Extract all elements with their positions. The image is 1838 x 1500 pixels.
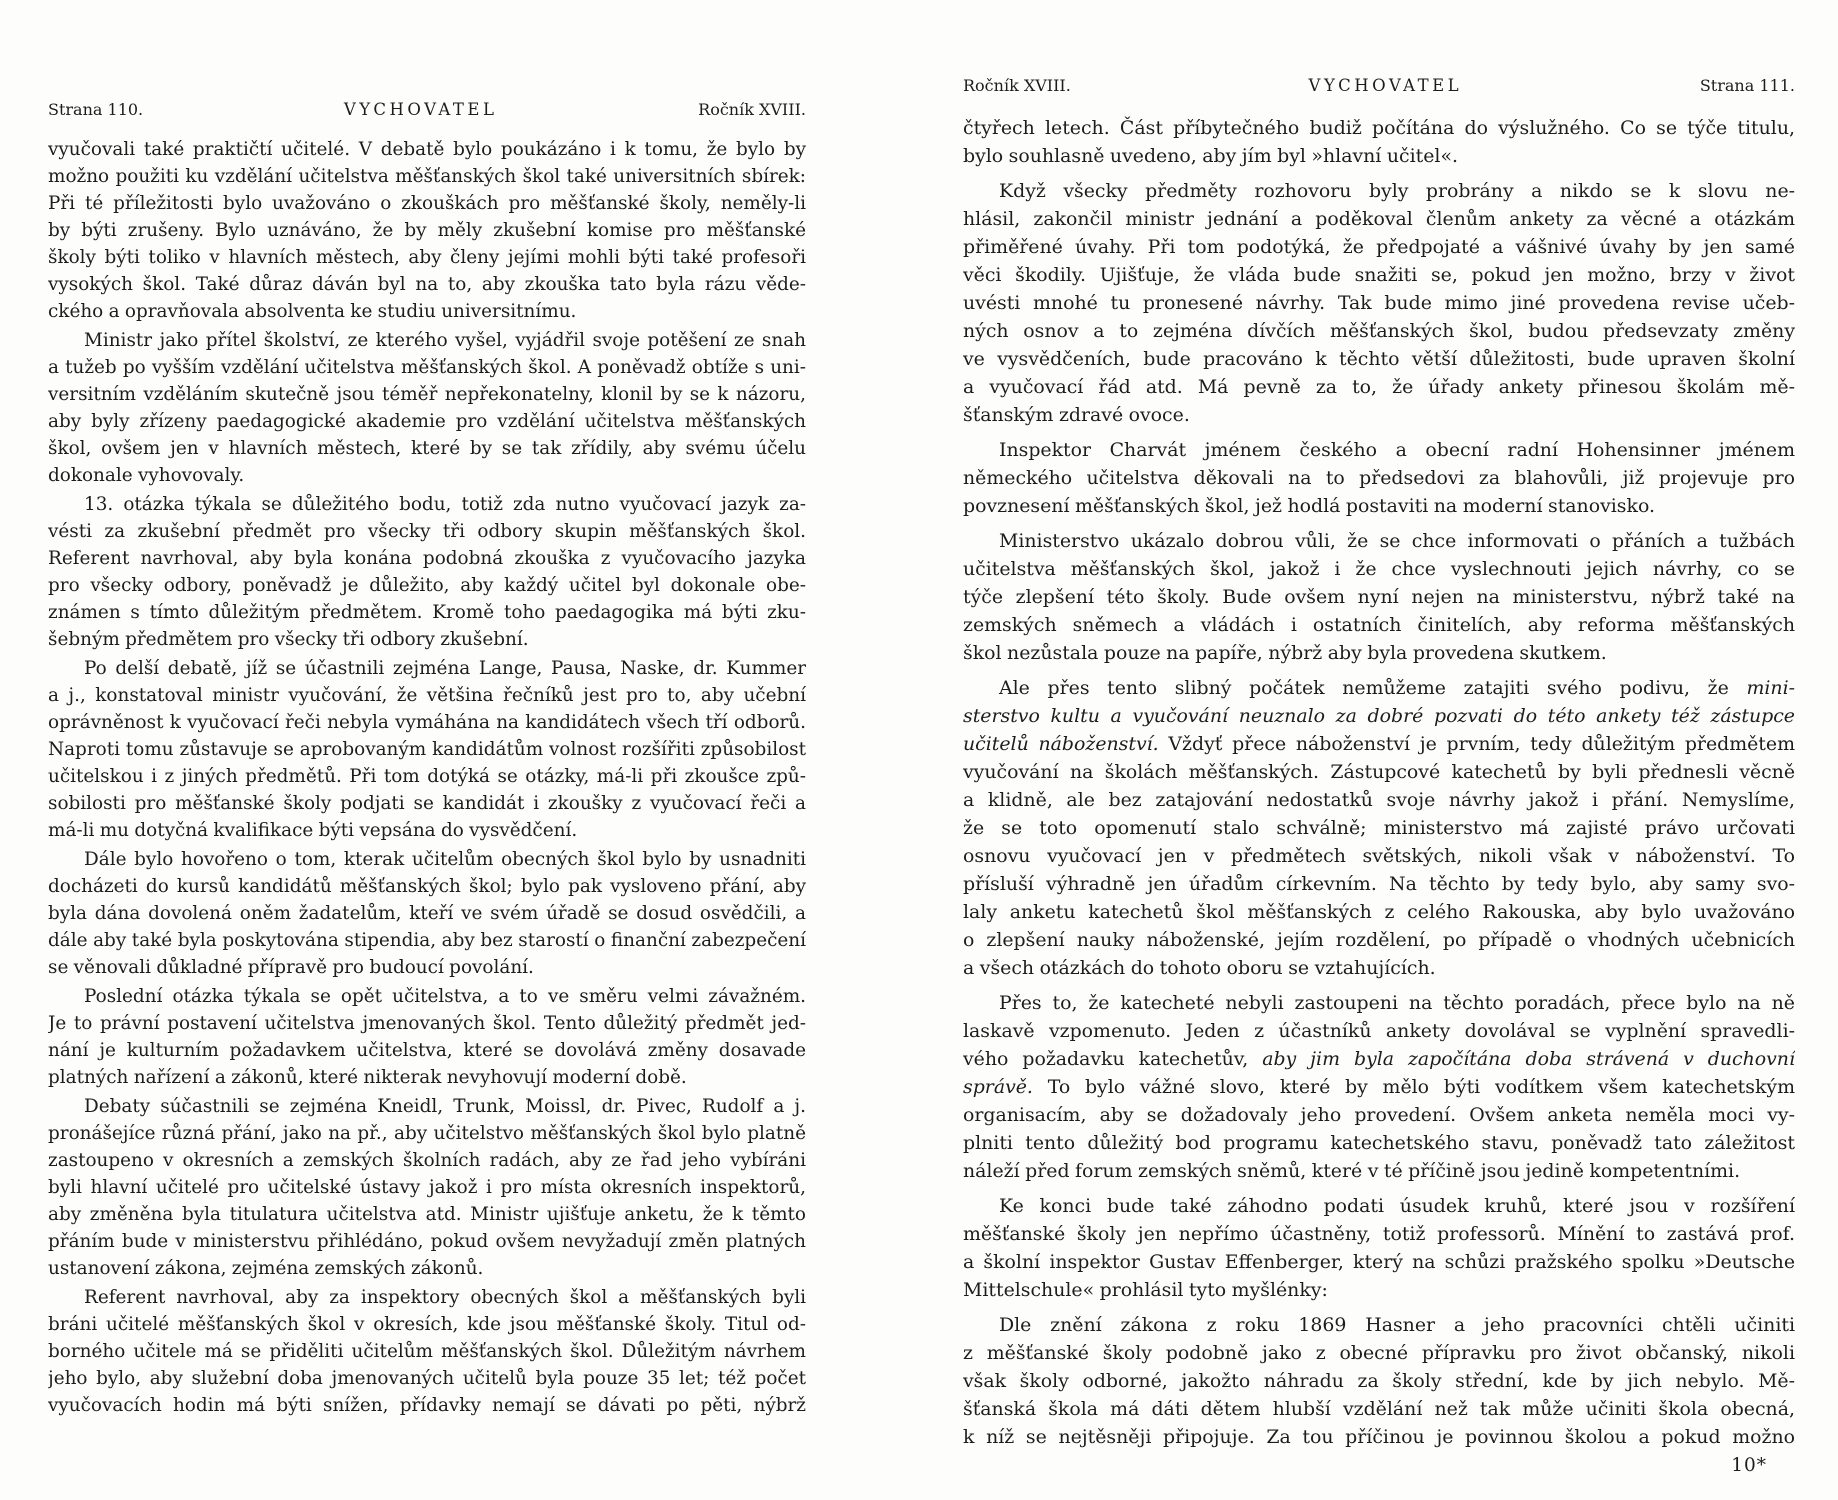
text-line: byli hlavní učitelé pro učitelské ústavy jakož i pro místa okresních inspektorů, bbox=[48, 1177, 806, 1198]
text-line: ných osnov a to zejména dívčích měšťanských škol, budou předsevzaty změny bbox=[963, 320, 1795, 342]
text-line: věci škodily. Ujišťuje, že vláda bude snažiti se, pokud jen možno, brzy v život bbox=[963, 264, 1795, 286]
text-line: dokonale vyhovovaly. bbox=[48, 465, 245, 486]
text-line: borného učitele má se přiděliti učitelům měšťanských škol. Důležitým návrhem bbox=[48, 1341, 806, 1362]
text-line: Referent navrhoval, aby za inspektory obecných škol a měšťanských byli bbox=[84, 1287, 806, 1308]
text-line: 13. otázka týkala se důležitého bodu, totiž zda nutno vyučovací jazyk za- bbox=[84, 494, 806, 515]
journal-title: VYCHOVATEL bbox=[343, 100, 498, 119]
text-line: plniti tento důležitý bod programu katechetského stavu, poněvadž tato záležitost bbox=[963, 1132, 1795, 1154]
text-line: bylo souhlasně uvedeno, aby jím byl »hlavní učitel«. bbox=[963, 145, 1459, 167]
text-line: Ministerstvo ukázalo dobrou vůli, že se chce informovati o přáních a tužbách bbox=[999, 530, 1795, 552]
text-line: přáním bude v ministerstvu přihlédáno, pokud ovšem nevyžadují změn platných bbox=[48, 1231, 806, 1252]
text-line: o zlepšení nauky náboženské, jejím rozdělení, po případě o vhodných učebnicích bbox=[963, 929, 1795, 951]
text-line: nání je kulturním požadavkem učitelstva, které se dovolává změny dosavade bbox=[48, 1040, 806, 1061]
text-line: vyučovacích hodin má býti snížen, přídavky nemají se dávati po pěti, nýbrž bbox=[48, 1395, 806, 1416]
text-line: přiměřené úvahy. Při tom podotýká, že předpojaté a vášnivé úvahy by jen samé bbox=[963, 236, 1795, 258]
text-line: z měšťanské školy podobně jako z obecné přípravku pro život občanský, nikoli bbox=[963, 1342, 1795, 1364]
text-line: šťanským zdravé ovoce. bbox=[963, 404, 1190, 426]
paragraph bbox=[963, 114, 1795, 170]
page-111-body bbox=[963, 114, 1795, 1451]
text-line: by býti zrušeny. Bylo uznáváno, že by měly zkušební komise pro měšťanské bbox=[48, 220, 806, 241]
text-line: Po delší debatě, jíž se účastnili zejména Lange, Pausa, Naske, dr. Kummer bbox=[84, 658, 806, 679]
text-line: a klidně, ale bez zatajování nedostatků svoje návrhy jakož i přání. Nemyslíme, bbox=[963, 789, 1795, 811]
text-line: má-li mu dotyčná kvalifikace býti vepsána do vysvědčení. bbox=[48, 820, 578, 841]
text-line: Je to právní postavení učitelstva jmenovaných škol. Tento důležitý předmět jed- bbox=[48, 1013, 806, 1034]
text-line: organisacím, aby se dožadovaly jeho provedení. Ovšem anketa neměla moci vy- bbox=[963, 1104, 1795, 1126]
text-line: zastoupeno v okresních a zemských školních radách, aby ze řad jeho vybíráni bbox=[48, 1150, 806, 1171]
page-111 bbox=[963, 76, 1795, 1476]
paragraph bbox=[48, 327, 806, 489]
text-line: versitním vzděláním skutečně jsou téměř nepřekonatelny, klonil by se k názoru, bbox=[48, 384, 806, 405]
paragraph bbox=[48, 846, 806, 981]
text-line: byla dána dovolená oněm žadatelům, kteří ve svém úřadě se dosud osvědčili, a bbox=[48, 903, 806, 924]
text-line: platných nařízení a zákonů, které nikterak nevyhovují moderní době. bbox=[48, 1067, 687, 1088]
text-line bbox=[963, 1045, 1795, 1073]
text-line: osnovu vyučovací jen v předmětech světských, nikoli však v náboženství. To bbox=[963, 845, 1795, 867]
text-line: dále aby také byla poskytována stipendia, aby bez starostí o finanční zabezpečení bbox=[48, 930, 806, 951]
text-line: Při té příležitosti bylo uvažováno o zkouškách pro měšťanské školy, neměly-li bbox=[48, 193, 806, 214]
text-line: docházeti do kursů kandidátů měšťanských škol; bylo pak vysloveno přání, aby bbox=[48, 876, 806, 897]
text-segment: vého požadavku katechetův, bbox=[963, 1048, 1263, 1070]
text-line: ckého a opravňovala absolventa ke studiu universitnímu. bbox=[48, 301, 577, 322]
page-110-header bbox=[48, 100, 806, 119]
text-line: a vyučovací řád atd. Má pevně za to, že úřady ankety přinesou školám mě- bbox=[963, 376, 1795, 398]
text-line: Referent navrhoval, aby byla konána podobná zkouška z vyučovacího jazyka bbox=[48, 548, 806, 569]
text-line: laly anketu katechetů škol měšťanských z celého Rakouska, aby bylo uvažováno bbox=[963, 901, 1795, 923]
text-line: škol nezůstala pouze na papíře, nýbrž aby byla provedena skutkem. bbox=[963, 642, 1607, 664]
text-segment: Ale přes tento slibný počátek nemůžeme zatajiti svého podivu, že bbox=[999, 677, 1747, 699]
volume-label: Ročník XVIII. bbox=[698, 100, 806, 119]
text-line: uvésti mnohé tu pronesené návrhy. Tak bude mimo jiné provedena revise učeb- bbox=[963, 292, 1795, 314]
text-line: náleží před forum zemských sněmů, které v té příčině jsou jedině kompetentními. bbox=[963, 1160, 1741, 1182]
paragraph bbox=[963, 177, 1795, 429]
page-110-body bbox=[48, 136, 806, 1419]
paragraph bbox=[963, 674, 1795, 982]
text-segment: Vždyť přece náboženství je prvním, tedy důležitým předmětem bbox=[1158, 733, 1795, 755]
page-number: Strana 111. bbox=[1699, 76, 1795, 95]
text-segment: To bylo vážné slovo, které by mělo býti vodítkem všem katechetským bbox=[1032, 1076, 1795, 1098]
text-line: čtyřech letech. Část příbytečného budiž počítána do výslužného. Co se týče titulu, bbox=[963, 117, 1795, 139]
text-line: Naproti tomu zůstavuje se aprobovaným kandidátům volnost rozšířiti způsobilost bbox=[48, 739, 806, 760]
text-line: ve vysvědčeních, bude pracováno k těchto větší důležitosti, bude upraven školní bbox=[963, 348, 1795, 370]
text-line: že se toto opomenutí stalo schválně; ministerstvo má zajisté právo určovati bbox=[963, 817, 1795, 839]
paragraph bbox=[48, 491, 806, 653]
text-line: Přes to, že katecheté nebyli zastoupeni na těchto poradách, přece bylo na ně bbox=[999, 992, 1795, 1014]
text-line: oprávněnost k vyučovací řeči nebyla vymáhána na kandidátech všech tří odborů. bbox=[48, 712, 806, 733]
text-line: vésti za zkušební předmět pro všecky tři odbory skupin měšťanských škol. bbox=[48, 521, 806, 542]
text-line: a všech otázkách do tohoto oboru se vztahujících. bbox=[963, 957, 1436, 979]
text-line: učitelskou i z jiných předmětů. Při tom dotýká se otázky, má-li při zkoušce způ- bbox=[48, 766, 806, 787]
text-line: možno použiti ku vzdělání učitelstva měšťanských škol také universitních sbírek: bbox=[48, 166, 806, 187]
text-line: týče zlepšení této školy. Bude ovšem nyní nejen na ministerstvu, nýbrž také na bbox=[963, 586, 1795, 608]
text-line: německého učitelstva děkovali na to předsedovi za blahovůli, již projevuje pro bbox=[963, 467, 1795, 489]
text-line: šťanská škola má dáti dětem hlubší vzdělání než tak může učiniti škola obecná, bbox=[963, 1398, 1795, 1420]
volume-label: Ročník XVIII. bbox=[963, 76, 1071, 95]
text-line: školy býti toliko v hlavních městech, aby členy jejími mohli býti také profesoři bbox=[48, 247, 806, 268]
italic-emphasis: správě. bbox=[963, 1076, 1033, 1098]
text-line: vyučovali také praktičtí učitelé. V debatě bylo poukázáno i k tomu, že bylo by bbox=[48, 139, 806, 160]
text-line: vysokých škol. Také důraz dáván byl na to, aby zkouška tato byla rázu věde- bbox=[48, 274, 806, 295]
text-line: se věnovali důkladné přípravě pro budoucí povolání. bbox=[48, 957, 534, 978]
text-line: aby byly zřízeny paedagogické akademie pro vzdělání učitelstva měšťanských bbox=[48, 411, 806, 432]
paragraph bbox=[48, 1284, 806, 1419]
page-111-header bbox=[963, 76, 1795, 95]
text-line: Ministr jako přítel školství, ze kterého vyšel, vyjádřil svoje potěšení ze snah bbox=[84, 330, 806, 351]
text-line: povznesení měšťanských škol, jež hodlá postaviti na moderní stanovisko. bbox=[963, 495, 1655, 517]
text-line: a školní inspektor Gustav Effenberger, který na schůzi pražského spolku »Deutsche bbox=[963, 1251, 1795, 1273]
text-line: Když všecky předměty rozhovoru byly probrány a nikdo se k slovu ne- bbox=[999, 180, 1795, 202]
text-line: šebným předmětem pro všecky tři odbory zkušební. bbox=[48, 629, 529, 650]
text-line: Mittelschule« prohlásil tyto myšlénky: bbox=[963, 1279, 1328, 1301]
text-line: známen s tímto důležitým předmětem. Kromě toho paedagogika má býti zku- bbox=[48, 602, 806, 623]
paragraph bbox=[48, 983, 806, 1091]
text-line: aby změněna byla titulatura učitelstva atd. Ministr ujišťuje anketu, že k těmto bbox=[48, 1204, 806, 1225]
text-line bbox=[963, 730, 1795, 758]
text-line: přísluší výhradně jen úřadům církevním. Na těchto by tedy bylo, aby samy svo- bbox=[963, 873, 1795, 895]
text-line: škol, ovšem jen v hlavních městech, které by se tak zřídily, aby svému účelu bbox=[48, 438, 806, 459]
italic-emphasis: mini- bbox=[1746, 677, 1795, 699]
journal-title: VYCHOVATEL bbox=[1308, 76, 1463, 95]
paragraph bbox=[963, 989, 1795, 1185]
text-line: Debaty súčastnili se zejména Kneidl, Trunk, Moissl, dr. Pivec, Rudolf a j. bbox=[84, 1096, 806, 1117]
text-line: Dále bylo hovořeno o tom, kterak učitelům obecných škol bylo by usnadniti bbox=[84, 849, 806, 870]
text-line: hlásil, zakončil ministr jednání a poděkoval členům ankety za věcné a otázkám bbox=[963, 208, 1795, 230]
text-line: Ke konci bude také záhodno podati úsudek kruhů, které jsou v rozšíření bbox=[999, 1195, 1795, 1217]
text-line bbox=[963, 674, 1795, 702]
paragraph bbox=[963, 1192, 1795, 1304]
text-line: a tužeb po vyšším vzdělání učitelstva měšťanských škol. A poněvadž obtíže s uni- bbox=[48, 357, 806, 378]
text-line: učitelstva měšťanských škol, jakož i že chce vyslechnouti jejich návrhy, co se bbox=[963, 558, 1795, 580]
text-line: zemských sněmech a vládách i ostatních činitelích, aby reforma měšťanských bbox=[963, 614, 1795, 636]
paragraph bbox=[963, 527, 1795, 667]
text-line: vyučování na školách měšťanských. Zástupcové katechetů by byli přednesli věcně bbox=[963, 761, 1795, 783]
paragraph bbox=[48, 1093, 806, 1282]
text-line bbox=[963, 1073, 1795, 1101]
paragraph bbox=[48, 655, 806, 844]
text-line: pro všecky odbory, poněvadž je důležito, aby každý učitel byl dokonale obe- bbox=[48, 575, 806, 596]
italic-emphasis: učitelů náboženství. bbox=[963, 733, 1159, 755]
italic-emphasis: sterstvo kultu a vyučování neuznalo za dobré pozvati do této ankety též zástupce bbox=[963, 705, 1795, 727]
text-line: laskavě vzpomenuto. Jeden z účastníků ankety dovolával se vyplnění spravedli- bbox=[963, 1020, 1795, 1042]
paragraph bbox=[48, 136, 806, 325]
paragraph bbox=[963, 436, 1795, 520]
text-line: bráni učitelé měšťanských škol v okresích, kde jsou měšťanské školy. Titul od- bbox=[48, 1314, 806, 1335]
text-line: Poslední otázka týkala se opět učitelstva, a to ve směru velmi závažném. bbox=[84, 986, 806, 1007]
text-line: k níž se nejtěsněji připojuje. Za tou příčinou je povinnou školou a pokud možno bbox=[963, 1426, 1795, 1448]
text-line: měšťanské školy jen nepřímo účastněny, totiž professorů. Mínění to zastává prof. bbox=[963, 1223, 1795, 1245]
text-line: pronášejíce různá přání, jako na př., aby učitelstvo měšťanských škol bylo platně bbox=[48, 1123, 806, 1144]
page-110 bbox=[48, 100, 806, 1419]
text-line: sobilosti pro měšťanské školy podjati se kandidát i zkoušky z vyučovací řeči a bbox=[48, 793, 806, 814]
italic-emphasis: aby jim byla započítána doba strávená v duchovní bbox=[1262, 1048, 1795, 1070]
paragraph bbox=[963, 1311, 1795, 1451]
printer-mark: 10* bbox=[1731, 1455, 1767, 1476]
text-line: ustanovení zákona, zejména zemských zákonů. bbox=[48, 1258, 484, 1279]
text-line: Dle znění zákona z roku 1869 Hasner a jeho pracovníci chtěli učiniti bbox=[999, 1314, 1795, 1336]
text-line: jeho bylo, aby služební doba jmenovaných učitelů byla pouze 35 let; též počet bbox=[48, 1368, 806, 1389]
text-line: a j., konstatoval ministr vyučování, že většina řečníků jest pro to, aby učební bbox=[48, 685, 806, 706]
text-line: Inspektor Charvát jménem českého a obecní radní Hohensinner jménem bbox=[999, 439, 1795, 461]
text-line: však školy odborné, jakožto náhradu za školy střední, kde by jich nebylo. Mě- bbox=[963, 1370, 1795, 1392]
text-line bbox=[963, 702, 1795, 730]
page-number: Strana 110. bbox=[48, 100, 144, 119]
